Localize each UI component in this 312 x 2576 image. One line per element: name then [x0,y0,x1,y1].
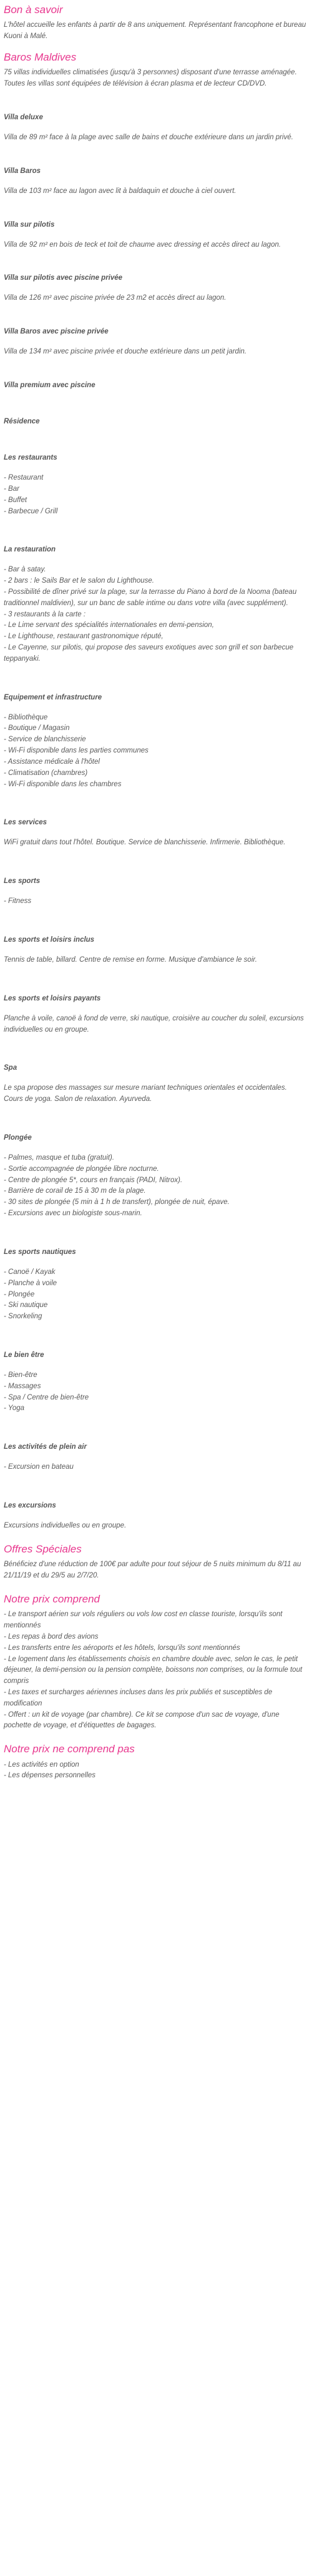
plein-air-list [4,1462,307,1473]
villa-title: Villa deluxe [4,114,43,122]
bien-etre-section [4,1351,307,1414]
equipement-list [4,713,307,791]
sports-section [4,877,307,907]
list-item: - Le Lime servant des spécialités internationales en demi-pension, [4,620,307,631]
list-item: - Les activités en option [4,1760,307,1771]
list-item: - Les dépenses personnelles [4,1770,307,1782]
bon-a-savoir-section [4,4,307,42]
villa-list [4,114,307,389]
plongee-list [4,1153,307,1220]
list-item: - Possibilité de dîner privé sur la plage, sur la terrasse du Piano à bord de la Nooma (bateau traditionnel maldivien), sur un banc de sable intime ou dans votre villa (avec supplément). [4,587,307,609]
bon-a-savoir-text: L'hôtel accueille les enfants à partir de 8 ans uniquement. Représentant francophone et bureau Kuoni à Malé. [4,21,306,41]
villa-item [4,167,307,197]
sports-nautiques-list [4,1267,307,1323]
list-item: - Wi-Fi disponible dans les chambres [4,779,307,791]
restauration-title: La restauration [4,546,56,554]
list-item: - Massages [4,1381,307,1393]
villa-description: Villa de 134 m² avec piscine privée et douche extérieure dans un petit jardin. [4,348,247,356]
excursions-title: Les excursions [4,1502,56,1510]
villa-title: Villa premium avec piscine [4,382,95,390]
offres-text: Bénéficiez d'une réduction de 100€ par adulte pour tout séjour de 5 nuits minimum du 8/11 au 21/11/19 et du 29/5 au 2/7/20. [4,1561,301,1580]
baros-section [4,51,307,90]
sports-payants-title: Les sports et loisirs payants [4,994,101,1002]
villa-item [4,382,307,389]
list-item: - Bibliothèque [4,713,307,724]
list-item: - Palmes, masque et tuba (gratuit). [4,1153,307,1164]
list-item: - Restaurant [4,473,307,484]
sports-inclus-text: Tennis de table, billard. Centre de remise en forme. Musique d'ambiance le soir. [4,955,257,964]
list-item: - Barbecue / Grill [4,506,307,518]
restaurants-section [4,454,307,517]
list-item: - Spa / Centre de bien-être [4,1393,307,1404]
villa-title: Villa Baros [4,167,41,175]
villa-item [4,328,307,358]
villa-title: Villa Baros avec piscine privée [4,328,109,336]
list-item: - Excursion en bateau [4,1462,307,1473]
spa-title: Spa [4,1064,17,1072]
residence-section [4,418,307,425]
services-title: Les services [4,819,47,827]
list-item: - Le Lighthouse, restaurant gastronomique réputé, [4,631,307,643]
list-item: - Yoga [4,1403,307,1414]
list-item: - Le transport aérien sur vols réguliers ou vols low cost en classe touriste, lorsqu'ils sont mentionnés [4,1609,307,1632]
sports-inclus-title: Les sports et loisirs inclus [4,935,95,944]
list-item: - Offert : un kit de voyage (par chambre). Ce kit se compose d'un sac de voyage, d'une pochette de voyage, et d'étiquettes de bagages. [4,1710,307,1732]
list-item: - Bar [4,484,307,495]
list-item: - Planche à voile [4,1278,307,1290]
bien-etre-title: Le bien être [4,1351,44,1359]
sports-title: Les sports [4,877,41,886]
villa-title: Villa sur pilotis avec piscine privée [4,274,123,282]
list-item: - Wi-Fi disponible dans les parties communes [4,746,307,757]
list-item: - Sortie accompagnée de plongée libre nocturne. [4,1164,307,1175]
plein-air-title: Les activités de plein air [4,1443,87,1451]
list-item: - Fitness [4,896,307,907]
list-item: - Bien-être [4,1370,307,1381]
list-item: - Les transferts entre les aéroports et les hôtels, lorsqu'ils sont mentionnés [4,1643,307,1654]
list-item: - Canoë / Kayak [4,1267,307,1278]
services-text: WiFi gratuit dans tout l'hôtel. Boutique. Service de blanchisserie. Infirmerie. Bibliothèque. [4,839,286,847]
services-section [4,819,307,849]
villa-item [4,221,307,251]
prix-ne-comprend-pas-heading: Notre prix ne comprend pas [4,1743,135,1755]
list-item: - Snorkeling [4,1311,307,1323]
restaurants-list [4,473,307,517]
sports-nautiques-section [4,1248,307,1323]
prix-ne-comprend-pas-list [4,1760,307,1782]
list-item: - Climatisation (chambres) [4,768,307,779]
prix-ne-comprend-pas-section [4,1743,307,1782]
prix-comprend-heading: Notre prix comprend [4,1592,100,1605]
list-item: - Service de blanchisserie [4,734,307,746]
list-item: - 3 restaurants à la carte : [4,609,307,621]
list-item: - Bar à satay. [4,565,307,576]
plein-air-section [4,1443,307,1473]
sports-payants-text: Planche à voile, canoë à fond de verre, ski nautique, croisière au coucher du soleil, excursions individuelles ou en groupe. [4,1014,304,1034]
offres-section [4,1543,307,1582]
villa-item [4,114,307,144]
sports-list [4,896,307,907]
list-item: - Excursions avec un biologiste sous-marin. [4,1208,307,1220]
prix-comprend-list [4,1609,307,1732]
list-item: - Plongée [4,1290,307,1301]
sports-payants-section [4,995,307,1036]
prix-comprend-section [4,1593,307,1732]
baros-heading: Baros Maldives [4,51,77,64]
list-item: - Les taxes et surcharges aériennes incluses dans les prix publiés et susceptibles de modification [4,1687,307,1710]
list-item: - Le Cayenne, sur pilotis, qui propose des saveurs exotiques avec son grill et son barbecue teppanyaki. [4,643,307,665]
villa-item [4,274,307,304]
bien-etre-list [4,1370,307,1414]
list-item: - Buffet [4,495,307,506]
restauration-section [4,546,307,664]
plongee-section [4,1134,307,1220]
list-item: - Boutique / Magasin [4,723,307,734]
sports-inclus-section [4,936,307,966]
villa-description: Villa de 92 m² en bois de teck et toit de chaume avec dressing et accès direct au lagon. [4,240,281,249]
sports-nautiques-title: Les sports nautiques [4,1248,76,1256]
restauration-list [4,565,307,664]
list-item: - 30 sites de plongée (5 min à 1 h de transfert), plongée de nuit, épave. [4,1197,307,1208]
plongee-title: Plongée [4,1134,32,1142]
restaurants-title: Les restaurants [4,454,57,462]
list-item: - Ski nautique [4,1300,307,1311]
list-item: - Centre de plongée 5*, cours en français (PADI, Nitrox). [4,1175,307,1187]
villa-description: Villa de 126 m² avec piscine privée de 23 m2 et accès direct au lagon. [4,294,227,302]
villa-description: Villa de 103 m² face au lagon avec lit à baldaquin et douche à ciel ouvert. [4,187,236,195]
villa-title: Villa sur pilotis [4,220,55,229]
spa-text: Le spa propose des massages sur mesure mariant techniques orientales et occidentales. Cours de yoga. Salon de relaxation. Ayurveda. [4,1084,287,1103]
excursions-text: Excursions individuelles ou en groupe. [4,1522,127,1530]
equipement-section [4,694,307,791]
list-item: - Le logement dans les établissements choisis en chambre double avec, selon le cas, le petit déjeuner, la demi-pension ou la pension complète, boissons non comprises, ou la formule tout compris [4,1654,307,1687]
list-item: - Barrière de corail de 15 à 30 m de la plage. [4,1186,307,1197]
list-item: - Les repas à bord des avions [4,1632,307,1643]
residence-title: Résidence [4,418,40,426]
bon-a-savoir-heading: Bon à savoir [4,4,63,16]
spa-section [4,1064,307,1105]
list-item: - Assistance médicale à l'hôtel [4,757,307,768]
villa-description: Villa de 89 m² face à la plage avec salle de bains et douche extérieure dans un jardin privé. [4,134,293,142]
equipement-title: Equipement et infrastructure [4,693,102,701]
list-item: - 2 bars : le Sails Bar et le salon du Lighthouse. [4,576,307,587]
offres-heading: Offres Spéciales [4,1542,82,1555]
excursions-section [4,1502,307,1532]
baros-intro: 75 villas individuelles climatisées (jusqu'à 3 personnes) disposant d'une terrasse aménagée. Toutes les villas sont équipées de télévision à écran plasma et de lecteur CD/DVD. [4,69,297,88]
